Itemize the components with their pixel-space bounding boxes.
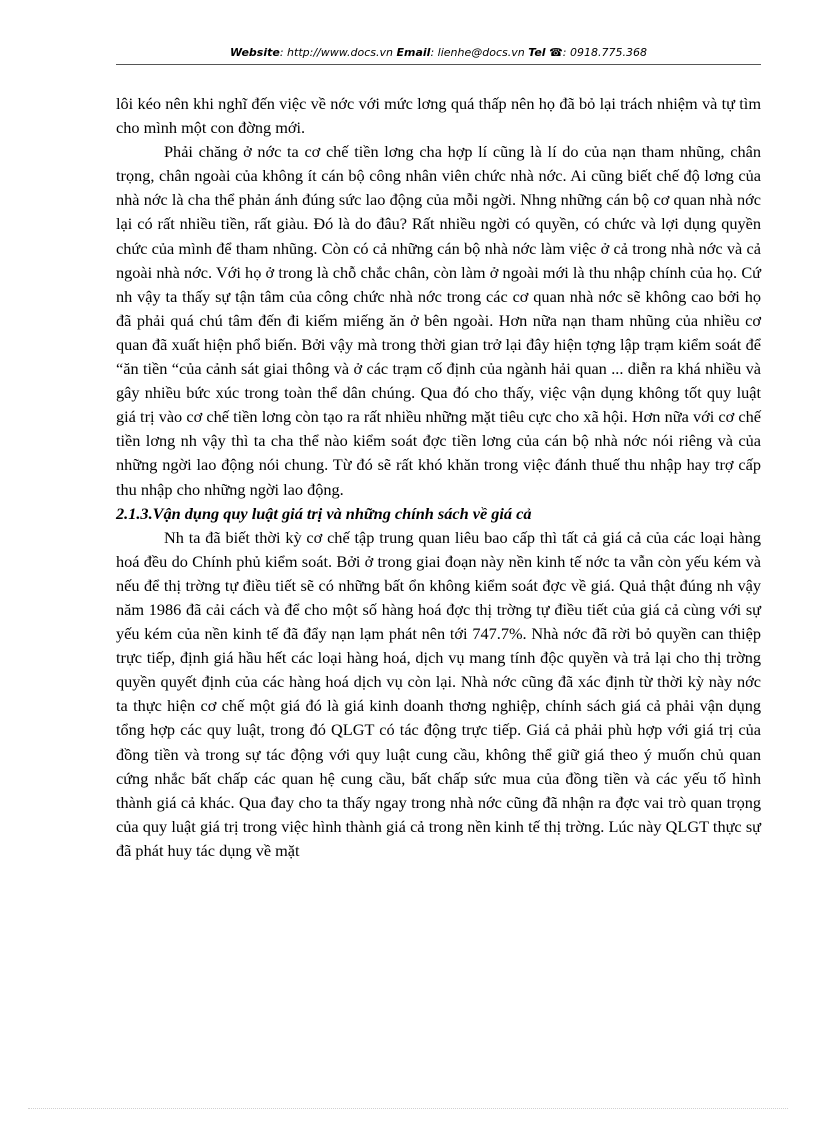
header-divider xyxy=(116,64,761,65)
footer-divider xyxy=(28,1108,788,1109)
website-label: Website xyxy=(230,46,280,59)
page-header xyxy=(116,46,761,59)
tel-label: Tel xyxy=(528,46,546,59)
paragraph-continuation: lôi kéo nên khi nghĩ đến việc về nớc với mức lơng quá thấp nên họ đã bỏ lại trách nhiệm và tự tìm cho mình một con đờng mới. xyxy=(116,94,761,138)
paragraph-price-policy: Nh ta đã biết thời kỳ cơ chế tập trung quan liêu bao cấp thì tất cả giá cả của các loại hàng hoá đều do Chính phủ kiểm soát. Bởi ở trong giai đoạn này nền kinh tế nớc ta vẫn còn yếu kém và nếu để thị trờng tự điều tiết sẽ có những bất ổn không kiểm soát đợc về giá. Quả thật đúng nh vậy năm 1986 đã cải cách và để cho một số hàng hoá đợc thị trờng tự điều tiết của giá cả cùng với sự yếu kém của nền kinh tế đã đẩy nạn lạm phát nên tới 747.7%. Nhà nớc đã rời bỏ quyền can thiệp trực tiếp, định giá hầu hết các loại hàng hoá, dịch vụ mang tính độc quyền và trả lại cho thị trờng quyền quyết định của các hàng hoá dịch vụ còn lại. Nhà nớc cũng đã xác định từ thời kỳ này nớc ta thực hiện cơ chế một giá đó là giá kinh doanh thơng nghiệp, chính sách giá cả phải vận dụng tổng hợp các quy luật, trong đó QLGT có tác động trực tiếp. Giá cả phải phù hợp với giá trị của đồng tiền và trong sự tác động với quy luật cung cầu, không thể giữ giá theo ý muốn chủ quan cứng nhắc bất chấp các quan hệ cung cầu, bất chấp sức mua của đồng tiền và các yếu tố hình thành giá cả khác. Qua đay cho ta thấy ngay trong nhà nớc cũng đã nhận ra đợc vai trò quan trọng của quy luật giá trị trong việc hình thành giá cả trong nền kinh tế thị trờng. Lúc này QLGT thực sự đã phát huy tác dụng về mặt xyxy=(116,527,761,860)
email-label: Email xyxy=(396,46,431,59)
document-body xyxy=(116,92,761,863)
tel-value: : 0918.775.368 xyxy=(562,46,647,59)
website-value[interactable]: : http://www.docs.vn xyxy=(279,46,394,59)
email-value[interactable]: : lienhe@docs.vn xyxy=(430,46,525,59)
phone-icon: ☎ xyxy=(549,46,563,59)
paragraph-corruption: Phải chăng ở nớc ta cơ chế tiền lơng cha hợp lí cũng là lí do của nạn tham nhũng, chân trọng, chân ngoài của không ít cán bộ công nhân viên chức nhà nớc. Ai cũng biết chế độ lơng của nhà nớc là cha thể phản ánh đúng sức lao động của mỗi ngời. Nhng những cán bộ cơ quan nhà nớc lại có rất nhiều tiền, rất giàu. Đó là do đâu? Rất nhiều ngời có quyền, có chức và lợi dụng quyền chức của mình để tham nhũng. Còn có cả những cán bộ nhà nớc làm việc ở cả trong nhà nớc và cả ngoài nhà nớc. Với họ ở trong là chỗ chắc chân, còn làm ở ngoài mới là thu nhập chính của họ. Cứ nh vậy ta thấy sự tận tâm của công chức nhà nớc trong các cơ quan nhà nớc sẽ không cao bởi họ đã phải quá chú tâm đến đi kiếm miếng ăn ở bên ngoài. Hơn nữa nạn tham nhũng của nhiều cơ quan đã xuất hiện phổ biến. Bởi vậy mà trong thời gian trở lại đây hiện tợng lập trạm kiểm soát để “ăn tiền “của cảnh sát giai thông và ở các trạm cố định của ngành hải quan ... diễn ra khá nhiều và gây nhiều bức xúc trong toàn thể dân chúng. Qua đó cho thấy, việc vận dụng không tốt quy luật giá trị vào cơ chế tiền lơng còn tạo ra rất nhiều những mặt tiêu cực cho xã hội. Hơn nữa với cơ chế tiền lơng nh vậy thì ta cha thể nào kiểm soát đợc tiền lơng của cán bộ nhà nớc nói riêng và của những ngời lao động nói chung. Từ đó sẽ rất khó khăn trong việc đánh thuế thu nhập hay trợ cấp thu nhập cho những ngời lao động. xyxy=(116,142,761,499)
section-heading: 2.1.3.Vận dụng quy luật giá trị và những chính sách về giá cả xyxy=(116,503,532,523)
